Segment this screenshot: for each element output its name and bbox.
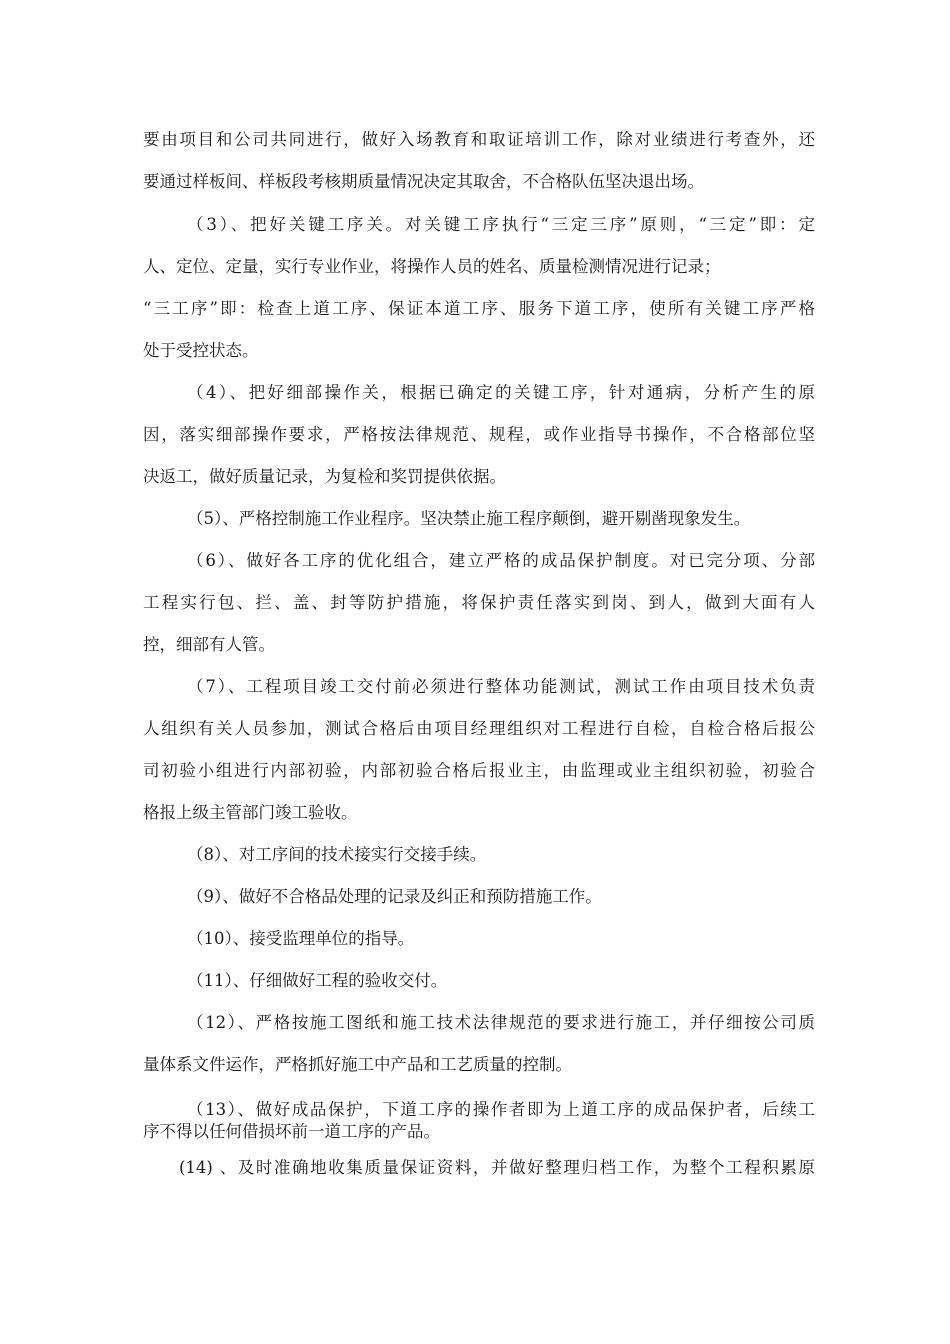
text-line: 控，细部有人管。 bbox=[143, 635, 275, 654]
text-line: （7）、工程项目竣工交付前必须进行整体功能测试，测试工作由项目技术负责 bbox=[187, 677, 815, 696]
text-line: （12）、严格按施工图纸和施工技术法律规范的要求进行施工，并仔细按公司质 bbox=[187, 1013, 815, 1032]
text-line: （13）、做好成品保护，下道工序的操作者即为上道工序的成品保护者，后续工 bbox=[187, 1100, 815, 1119]
text-line: 因，落实细部操作要求，严格按法律规范、规程，或作业指导书操作，不合格部位坚 bbox=[143, 425, 815, 444]
text-line: （9）、做好不合格品处理的记录及纠正和预防措施工作。 bbox=[187, 887, 602, 906]
text-line: （11）、仔细做好工程的验收交付。 bbox=[187, 971, 448, 990]
text-line: 人、定位、定量，实行专业作业，将操作人员的姓名、质量检测情况进行记录； bbox=[143, 257, 721, 276]
text-line: 处于受控状态。 bbox=[143, 341, 259, 360]
text-line: 人组织有关人员参加，测试合格后由项目经理组织对工程进行自检，自检合格后报公 bbox=[143, 719, 815, 738]
text-line: （4）、把好细部操作关，根据已确定的关键工序，针对通病，分析产生的原 bbox=[187, 383, 815, 402]
text-line: （10）、接受监理单位的指导。 bbox=[187, 929, 415, 948]
text-line: （5）、严格控制施工作业程序。坚决禁止施工程序颠倒，避开剔凿现象发生。 bbox=[187, 509, 751, 528]
text-line: 要由项目和公司共同进行，做好入场教育和取证培训工作，除对业绩进行考查外，还 bbox=[143, 130, 815, 149]
text-line: 决返工，做好质量记录，为复检和奖罚提供依据。 bbox=[143, 467, 506, 486]
text-line: (14) 、及时准确地收集质量保证资料，并做好整理归档工作，为整个工程积累原 bbox=[179, 1158, 815, 1177]
text-line: 格报上级主管部门竣工验收。 bbox=[143, 803, 358, 822]
text-line: （6）、做好各工序的优化组合，建立严格的成品保护制度。对已完分项、分部 bbox=[187, 551, 815, 570]
text-line: 要通过样板间、样板段考核期质量情况决定其取舍，不合格队伍坚决退出场。 bbox=[143, 172, 704, 191]
text-line: “三工序”即：检查上道工序、保证本道工序、服务下道工序，使所有关键工序严格 bbox=[143, 299, 815, 318]
text-line: 工程实行包、拦、盖、封等防护措施，将保护责任落实到岗、到人，做到大面有人 bbox=[143, 593, 815, 612]
text-line: （3）、把好关键工序关。对关键工序执行“三定三序”原则，“三定”即：定 bbox=[187, 215, 815, 234]
text-line: 量体系文件运作，严格抓好施工中产品和工艺质量的控制。 bbox=[143, 1055, 572, 1074]
text-line: 序不得以任何借损坏前一道工序的产品。 bbox=[143, 1122, 440, 1141]
text-line: （8）、对工序间的技术接实行交接手续。 bbox=[187, 845, 487, 864]
text-line: 司初验小组进行内部初验，内部初验合格后报业主，由监理或业主组织初验，初验合 bbox=[143, 761, 815, 780]
